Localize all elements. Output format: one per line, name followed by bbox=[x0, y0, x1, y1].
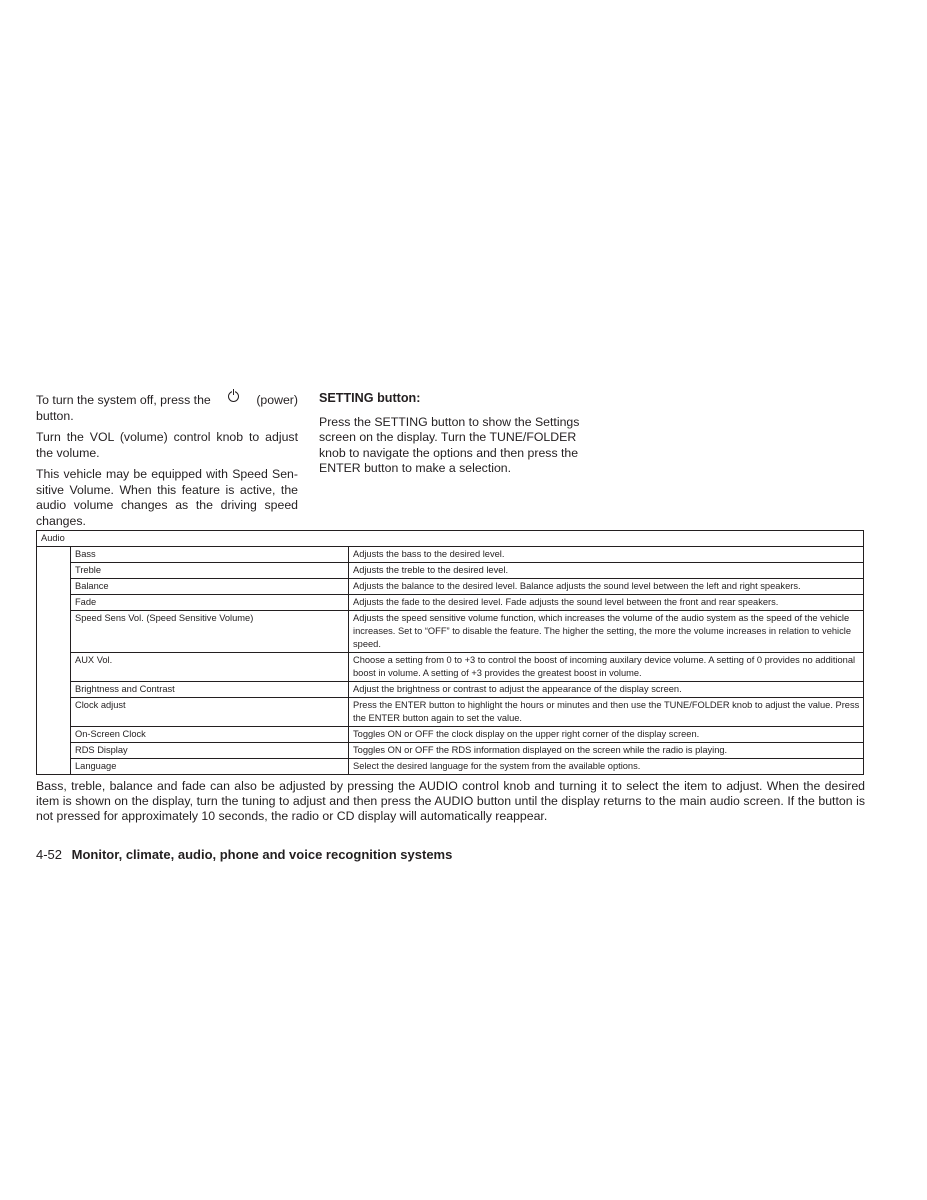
audio-settings-table bbox=[36, 530, 864, 775]
setting-heading: SETTING button: bbox=[319, 391, 421, 405]
setting-description: Toggles ON or OFF the RDS information displayed on the screen while the radio is playing. bbox=[349, 743, 864, 759]
setting-name: On-Screen Clock bbox=[71, 727, 349, 743]
setting-description: Adjusts the treble to the desired level. bbox=[349, 563, 864, 579]
left-column bbox=[36, 393, 298, 535]
table-indent bbox=[37, 595, 71, 611]
power-instruction-end: button. bbox=[36, 408, 74, 423]
table-row bbox=[37, 727, 864, 743]
setting-description: Choose a setting from 0 to +3 to control the boost of incoming auxilary device volume. A setting of 0 provides no additional boost in volume. A setting of +3 provides the greatest boost in volume. bbox=[349, 653, 864, 682]
setting-name: RDS Display bbox=[71, 743, 349, 759]
setting-paragraph: Press the SETTING button to show the Settings screen on the display. Turn the TUNE/FOLDER knob to navigate the options and then press the ENTER button to make a selection. bbox=[319, 414, 580, 475]
setting-name: Clock adjust bbox=[71, 698, 349, 727]
setting-name: Balance bbox=[71, 579, 349, 595]
table-header-row bbox=[37, 531, 864, 547]
setting-name: AUX Vol. bbox=[71, 653, 349, 682]
table-row bbox=[37, 579, 864, 595]
table-row bbox=[37, 698, 864, 727]
table-indent bbox=[37, 653, 71, 682]
table-indent bbox=[37, 682, 71, 698]
setting-name: Bass bbox=[71, 547, 349, 563]
power-instruction-text: To turn the system off, press the bbox=[36, 393, 211, 407]
power-label: (power) bbox=[256, 393, 298, 407]
table-indent bbox=[37, 611, 71, 653]
table-row bbox=[37, 759, 864, 775]
setting-description: Adjust the brightness or contrast to adjust the appearance of the display screen. bbox=[349, 682, 864, 698]
table-indent bbox=[37, 727, 71, 743]
setting-description: Select the desired language for the system from the available options. bbox=[349, 759, 864, 775]
table-row bbox=[37, 547, 864, 563]
page-number: 4-52 bbox=[36, 847, 63, 862]
table-indent bbox=[37, 698, 71, 727]
table-indent bbox=[37, 743, 71, 759]
setting-name: Fade bbox=[71, 595, 349, 611]
page-footer bbox=[36, 847, 452, 862]
table-row bbox=[37, 563, 864, 579]
setting-name: Brightness and Contrast bbox=[71, 682, 349, 698]
setting-description: Toggles ON or OFF the clock display on the upper right corner of the display screen. bbox=[349, 727, 864, 743]
power-instruction bbox=[36, 393, 298, 409]
right-column bbox=[319, 391, 584, 477]
table-row bbox=[37, 611, 864, 653]
speed-volume-paragraph: This vehicle may be equipped with Speed Sensitive Volume. When this feature is active, the audio volume changes as the driving speed changes. bbox=[36, 467, 298, 528]
setting-name: Language bbox=[71, 759, 349, 775]
setting-name: Treble bbox=[71, 563, 349, 579]
table-row bbox=[37, 595, 864, 611]
table-row bbox=[37, 743, 864, 759]
audio-knob-paragraph: Bass, treble, balance and fade can also be adjusted by pressing the AUDIO control knob and turning it to select the item to adjust. When the desired item is shown on the display, turn the tuning to adjust and then press the AUDIO button until the display returns to the main audio screen. If the button is not pressed for approximately 10 seconds, the radio or CD display will automatically reappear. bbox=[36, 779, 865, 823]
setting-description: Adjusts the fade to the desired level. Fade adjusts the sound level between the front and rear speakers. bbox=[349, 595, 864, 611]
setting-description: Press the ENTER button to highlight the hours or minutes and then use the TUNE/FOLDER knob to adjust the value. Press the ENTER button again to set the value. bbox=[349, 698, 864, 727]
power-icon bbox=[228, 391, 239, 402]
section-title: Monitor, climate, audio, phone and voice recognition systems bbox=[71, 847, 453, 862]
table-indent bbox=[37, 759, 71, 775]
table-row bbox=[37, 653, 864, 682]
table-indent bbox=[37, 579, 71, 595]
setting-description: Adjusts the speed sensitive volume function, which increases the volume of the audio system as the speed of the vehicle increases. Set to “OFF” to disable the feature. The higher the setting, the more the volume increases in relation to vehicle speed. bbox=[349, 611, 864, 653]
setting-description: Adjusts the balance to the desired level. Balance adjusts the sound level between the left and right speakers. bbox=[349, 579, 864, 595]
setting-name: Speed Sens Vol. (Speed Sensitive Volume) bbox=[71, 611, 349, 653]
volume-paragraph: Turn the VOL (volume) control knob to adjust the volume. bbox=[36, 430, 298, 460]
table-header: Audio bbox=[37, 531, 864, 547]
table-indent bbox=[37, 547, 71, 563]
table-row bbox=[37, 682, 864, 698]
table-indent bbox=[37, 563, 71, 579]
setting-description: Adjusts the bass to the desired level. bbox=[349, 547, 864, 563]
